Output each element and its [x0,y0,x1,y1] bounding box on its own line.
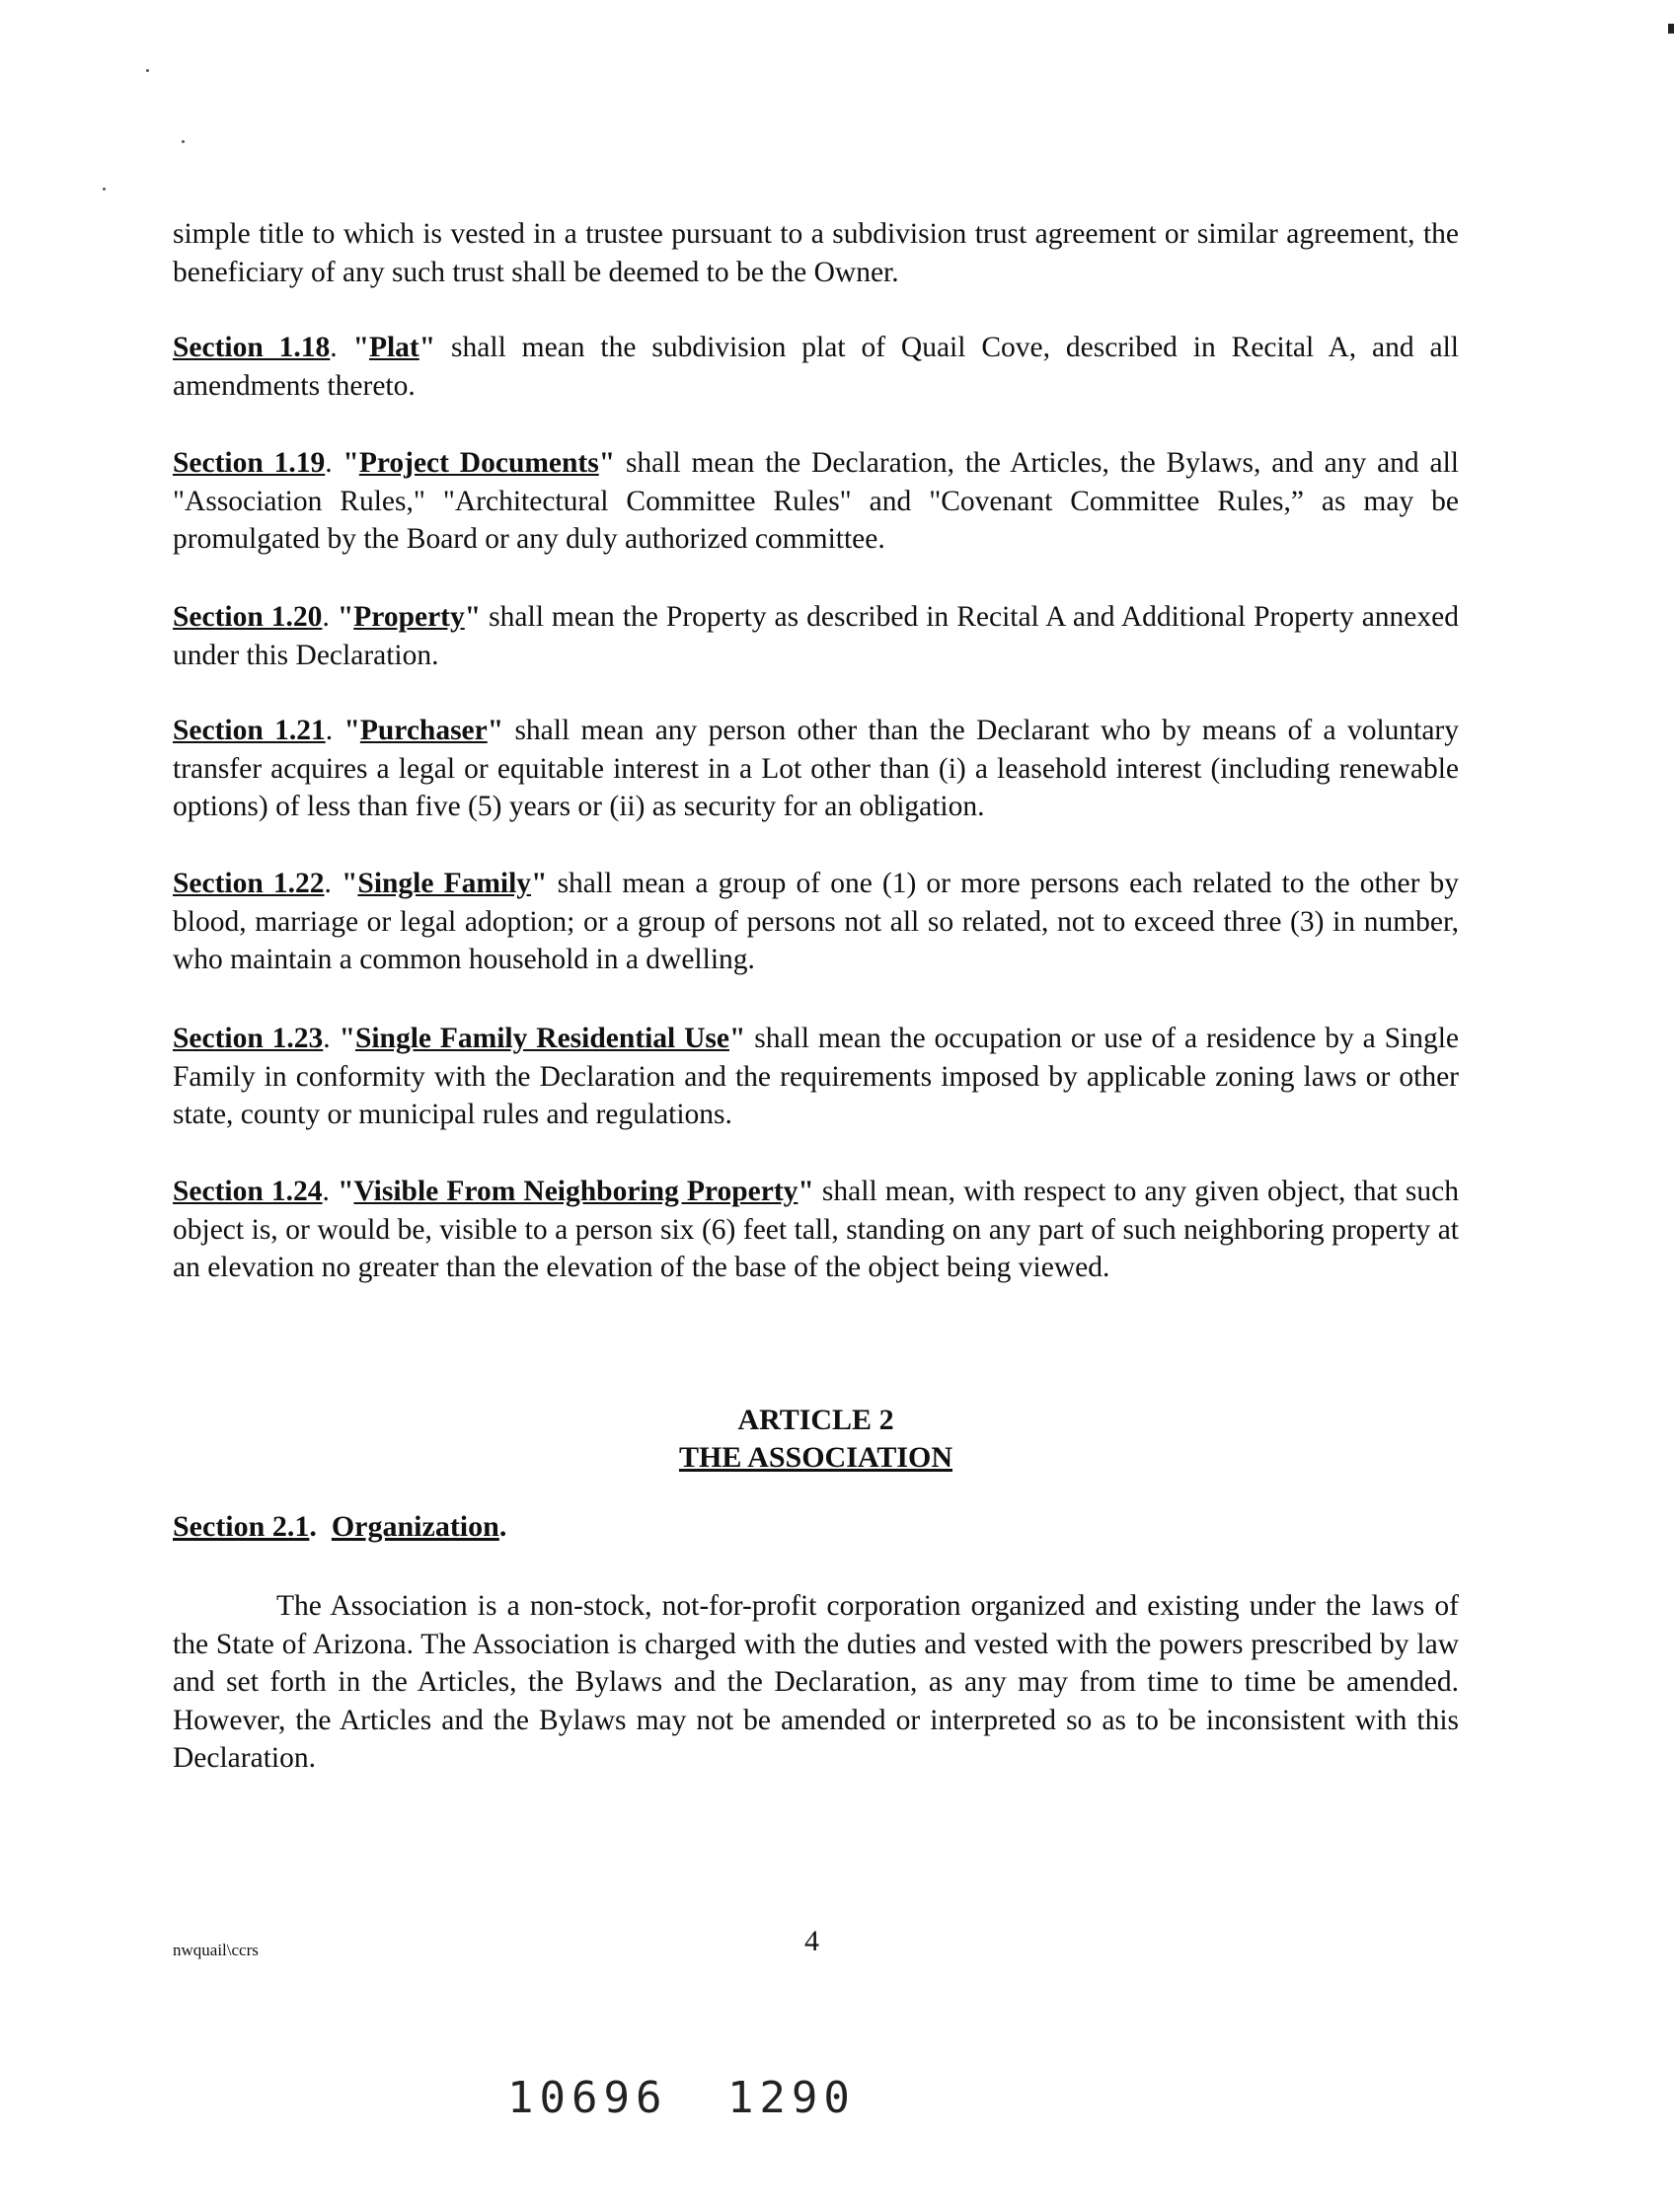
scan-speck [103,188,106,191]
article-heading [173,1402,1459,1477]
section-1-18: Section 1.18. "Plat" shall mean the subdivision plat of Quail Cove, described in Recital A, and all amendments thereto. [173,332,1459,402]
section-number: Section 2.1 [173,1510,310,1543]
section-number: Section 1.22 [173,868,325,899]
defined-term: Visible From Neighboring Property [353,1176,799,1207]
section-title: Organization [331,1510,499,1543]
section-number: Section 1.18 [173,332,331,363]
defined-term: Single Family [357,868,532,899]
scan-speck [146,69,149,72]
section-1-22: Section 1.22. "Single Family" shall mean a group of one (1) or more persons each related to the other by blood, marriage or legal adoption; or a group of persons not all so related, not to exceed three (3) in number, who maintain a common household in a dwelling. [173,868,1460,975]
section-1-23: Section 1.23. "Single Family Residential Use" shall mean the occupation or use of a residence by a Single Family in conformity with the Declaration and the requirements imposed by applicable zoning laws or other state, county or municipal rules and regulations. [173,1023,1460,1130]
section-1-20: Section 1.20. "Property" shall mean the Property as described in Recital A and Additional Property annexed under this Declaration. [173,601,1459,671]
defined-term: Purchaser [359,715,488,746]
section-2-1-heading: Section 2.1. Organization. [173,1510,507,1543]
section-number: Section 1.19 [173,447,326,479]
section-number: Section 1.21 [173,715,326,746]
defined-term: Property [353,601,465,633]
scan-edge-mark [1668,24,1674,34]
page-number: 4 [804,1925,819,1957]
defined-term: Project Documents [358,447,599,479]
defined-term: Plat [368,332,419,363]
section-1-24: Section 1.24. "Visible From Neighboring Property" shall mean, with respect to any given object, that such object is, or would be, visible to a person six (6) feet tall, standing on any part of such neighboring property at an elevation no greater than the elevation of the base of the object being viewed. [173,1176,1459,1283]
definition-text: shall mean a group of one (1) or more persons each related to the other by blood, marriage or legal adoption; or a group of persons not all so related, not to exceed three (3) in number, who maintain a common household in a dwelling. [173,868,1460,975]
section-1-21: Section 1.21. "Purchaser" shall mean any person other than the Declarant who by means of a voluntary transfer acquires a legal or equitable interest in a Lot other than (i) a leasehold interest (including renewable options) of less than five (5) years or (ii) as security for an obligation. [173,715,1459,822]
recording-stamp: 10696 1290 [507,2073,856,2123]
definition-text: shall mean the subdivision plat of Quail Cove, described in Recital A, and all amendments thereto. [173,332,1459,402]
paragraph-continuation: simple title to which is vested in a trustee pursuant to a subdivision trust agreement or similar agreement, the beneficiary of any such trust shall be deemed to be the Owner. [173,218,1459,288]
definition-text: shall mean any person other than the Declarant who by means of a voluntary transfer acquires a legal or equitable interest in a Lot other than (i) a leasehold interest (including renewable options) of less than five (5) years or (ii) as security for an obligation. [173,715,1459,822]
article-title: THE ASSOCIATION [678,1441,953,1474]
section-number: Section 1.24 [173,1176,323,1207]
section-number: Section 1.20 [173,601,323,633]
section-2-1-body: The Association is a non-stock, not-for-profit corporation organized and existing under the laws of the State of Arizona. The Association is charged with the duties and vested with the powers prescribed by law and set forth in the Articles, the Bylaws and the Declaration, as any may from time to time be amended. However, the Articles and the Bylaws may not be amended or interpreted so as to be inconsistent with this Declaration. [173,1590,1459,1774]
definition-text: shall mean the Property as described in Recital A and Additional Property annexed under this Declaration. [173,601,1459,671]
file-reference: nwquail\ccrs [173,1941,259,1959]
article-number: ARTICLE 2 [737,1404,894,1436]
defined-term: Single Family Residential Use [354,1023,729,1054]
section-number: Section 1.23 [173,1023,324,1054]
scan-speck [182,140,185,143]
definition-text: shall mean the occupation or use of a residence by a Single Family in conformity with the Declaration and the requirements imposed by applicable zoning laws or other state, county or municipal rules and regulations. [173,1023,1460,1130]
definition-text: shall mean, with respect to any given object, that such object is, or would be, visible to a person six (6) feet tall, standing on any part of such neighboring property at an elevation no greater than the elevation of the base of the object being viewed. [173,1176,1459,1283]
definition-text: shall mean the Declaration, the Articles, the Bylaws, and any and all "Association Rules," "Architectural Committee Rules" and "Covenant Committee Rules,” as may be promulgated by the Board or any duly authorized committee. [173,447,1459,555]
section-1-19: Section 1.19. "Project Documents" shall mean the Declaration, the Articles, the Bylaws, and any and all "Association Rules," "Architectural Committee Rules" and "Covenant Committee Rules,” as may be promulgated by the Board or any duly authorized committee. [173,447,1459,555]
